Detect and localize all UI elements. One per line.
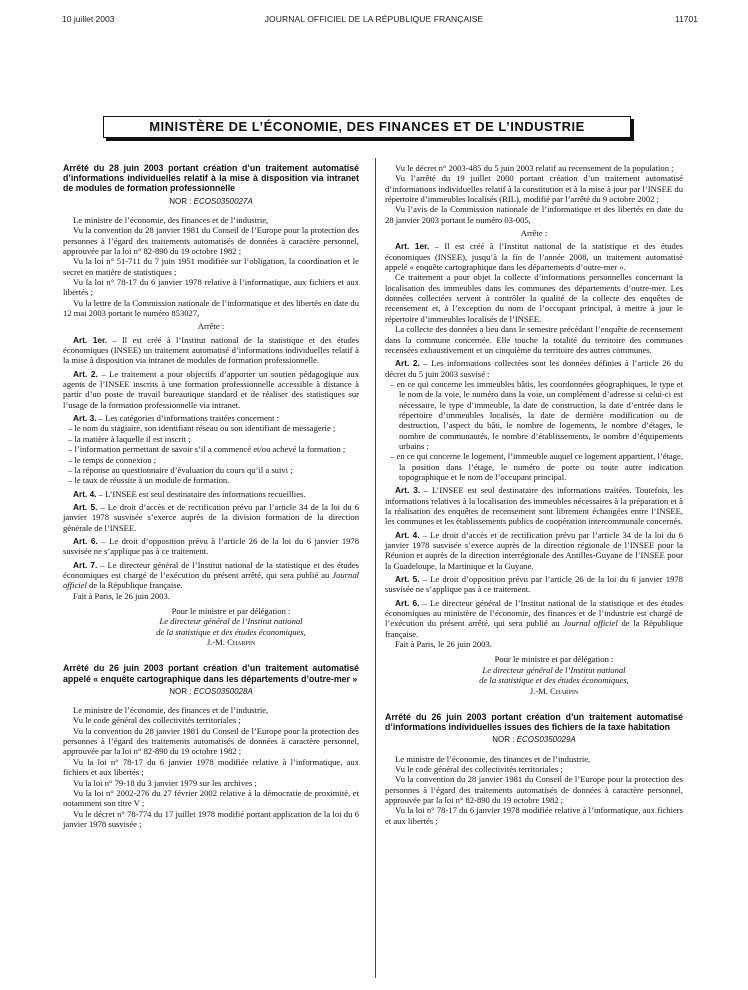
signature-place-date: Fait à Paris, le 26 juin 2003.: [395, 639, 492, 650]
nor-reference: NOR : ECOS0350027A: [169, 196, 253, 206]
journal-title: JOURNAL OFFICIEL DE LA RÉPUBLIQUE FRANÇAISE: [264, 14, 484, 24]
article-2: Art. 2. – Le traitement a pour objectifs d’apporter un soutien pédagogique aux agents de l’INSEE inscrits à une formation professionnelle accessible à distance à partir d’un poste de travail bureautique standard et de réaliser des statistiques sur l’usage de la formation professionnelle via intranet.: [63, 368, 360, 410]
visa: Vu la loi n° 78-17 du 6 janvier 1978 modifiée relative à l’informatique, aux fichiers et aux libertés ;: [63, 756, 359, 778]
nor-reference: NOR : ECOS0350029A: [492, 735, 576, 745]
decree-title: Arrêté du 26 juin 2003 portant création d’un traitement automatisé d’informations individuelles issues des fichiers de la taxe habitation: [385, 711, 683, 733]
article-5: Art. 5. – Le droit d’accès et de rectification prévu par l’article 34 de la loi du 6 janvier 1978 susvisée s’exerce auprès de la division formation de la direction générale de l’INSEE.: [63, 501, 359, 533]
visa: Vu la loi n° 51-711 du 7 juin 1951 modifiée sur l’obligation, la coordination et le secret en matière de statistiques ;: [63, 256, 359, 277]
signatory-name: J.-M. Charpin: [529, 685, 579, 696]
visa: Vu l’arrêté du 19 juillet 2000 portant création d’un traitement automatisé d’informations individuelles relatif à la constitution et à la mise à jour par l’INSEE du répertoire d’immeubles localisés (RIL), modifié par l’arrêté du 9 octobre 2002 ;: [385, 173, 683, 205]
ministry-banner: MINISTÈRE DE L’ÉCONOMIE, DES FINANCES ET DE L’INDUSTRIE: [103, 116, 631, 138]
visa: Vu le décret n° 78-774 du 17 juillet 1978 modifié portant application de la loi du 6 janvier 1978 susvisée ;: [63, 808, 359, 829]
list-item: – la matière à laquelle il est inscrit ;: [77, 434, 359, 444]
article-7: Art. 7. – Le directeur général de l’Institut national de la statistique et des études économiques est chargé de l’exécution du présent arrêté, qui sera publié au Journal officiel de la République française.: [63, 559, 360, 591]
list-item: – le temps de connexion ;: [77, 455, 359, 465]
list-item: – la réponse au questionnaire d’évaluation du cours qu’il a suivi ;: [77, 465, 359, 475]
visa: Vu la loi n° 79-18 du 3 janvier 1979 sur les archives ;: [73, 777, 257, 788]
article-1: Art. 1er. – Il est créé à l’Institut national de la statistique et des études économiques (INSEE), jusqu’à la fin de l’année 2008, un traitement automatisé appelé « enquête cartographique dans les départements d’outre-mer ».: [385, 241, 683, 273]
list-item: – en ce qui concerne les immeubles bâtis, les coordonnées géographiques, le type et le nom de la voie, le numéro dans la voie, un complément d’adresse si celui-ci est nécessaire, le type d’immeuble, la date de construction, la date d’entrée dans le répertoire d’immeubles localisés, la date de dernière modification ou de destruction, l’aspect du bâti, le nombre de logements, le nombre d’étages, le nombre de communautés, le nombre d’établissements, le nombre d’équipements urbains ;: [399, 379, 683, 451]
list-item: – le nom du stagiaire, son identifiant réseau ou son identifiant de messagerie ;: [77, 423, 359, 433]
decree-formation: [63, 163, 359, 647]
arrete-heading: Arrête :: [197, 321, 225, 332]
article-3: Art. 3. – L’INSEE est seul destinataire des informations traitées. Toutefois, les informations relatives à la localisation des immeubles nécessaires à la préparation et à la réalisation des enquêtes de recensement sont librement échangées entre l’INSEE, les communes et les établissements publics de coopération intercommunale concernés.: [385, 485, 684, 527]
left-column: [63, 163, 359, 829]
collected-data-list: [385, 379, 683, 482]
article-5: Art. 5. – Le droit d’opposition prévu par l’article 26 de la loi du 6 janvier 1978 susvisée ne s’applique pas à ce traitement.: [385, 574, 683, 595]
article-4: Art. 4. – L’INSEE est seul destinataire des informations recueillies.: [73, 488, 306, 499]
signature-place-date: Fait à Paris, le 26 juin 2003.: [73, 590, 170, 601]
visa: Vu la loi n° 2002-276 du 27 février 2002 relative à la démocratie de proximité, et notamment son titre V ;: [63, 787, 359, 809]
visa: Vu la convention du 28 janvier 1981 du Conseil de l’Europe pour la protection des personnes à l’égard des traitements automatisés de données à caractère personnel, approuvée par la loi n° 82-890 du 19 octobre 1982 ;: [63, 225, 359, 256]
list-item: – en ce qui concerne le logement, l’immeuble auquel ce logement appartient, l’étage, la position dans l’étage, le numéro de porte ou toute autre indication topographique et le nom de l’occupant principal.: [399, 451, 683, 482]
signatory-name: J.-M. Charpin: [206, 637, 256, 648]
visa: Vu le décret n° 2003-485 du 5 juin 2003 relatif au recensement de la population ;: [395, 163, 674, 173]
decree-title: Arrêté du 26 juin 2003 portant création d’un traitement automatisé appelé « enquête cartographique dans les départements d’outre-mer »: [63, 663, 359, 684]
right-column: [385, 163, 683, 826]
list-item: – l’information permettant de savoir s’il a commencé et/ou achevé la formation ;: [77, 444, 359, 454]
paragraph: La collecte des données a lieu dans le semestre précédant l’enquête de recensement dans la commune concernée. Elle touche la totalité du territoire des communes recensées exhaustivement et un cinquième du territoire des autres communes.: [385, 324, 683, 355]
visa: Vu la convention du 28 janvier 1981 du Conseil de l’Europe pour la protection des personnes à l’égard des traitements automatisés de données à caractère personnel, approuvée par la loi n° 82-890 du 19 octobre 1982 ;: [385, 774, 683, 805]
issue-date: 10 juillet 2003: [62, 14, 115, 24]
article-1: Art. 1er. – Il est créé à l’Institut national de la statistique et des études économiques (INSEE) un traitement automatisé d’informations individuelles relatif à la mise à disposition via intranet de modules de formation professionnelle.: [63, 334, 359, 366]
article-4: Art. 4. – Le droit d’accès et de rectification prévu par l’article 34 de la loi du 6 janvier 1978 susvisée s’exerce auprès de la direction régionale de l’INSEE pour la Réunion et auprès de la direction interrégionale des Antilles-Guyane de l’INSEE pour la Guadeloupe, la Martinique et la Guyane.: [385, 529, 684, 571]
arrete-heading: Arrête :: [520, 228, 548, 239]
visa: Vu la convention du 28 janvier 1981 du Conseil de l’Europe pour la protection des personnes à l’égard des traitements automatisés de données à caractère personnel, approuvée par la loi n° 82-890 du 19 octobre 1982 ;: [63, 725, 359, 757]
information-categories-list: [63, 423, 359, 485]
list-item: – le taux de réussite à un module de formation.: [77, 475, 359, 485]
signature-block: Pour le ministre et par délégation : Le directeur général de l’Institut national de la statistique et des études économiques, J.-M. Charpin: [385, 654, 683, 695]
visa: Vu le code général des collectivités territoriales ;: [395, 763, 563, 774]
decree-intro: Le ministre de l’économie, des finances et de l’industrie,: [395, 753, 591, 764]
article-2: Art. 2. – Les informations collectées sont les données définies à l’article 26 du décret du 5 juin 2003 susvisé :: [385, 358, 684, 379]
signature-block: Pour le ministre et par délégation : Le directeur général de l’Institut national de la statistique et des études économiques, J.-M. Charpin: [63, 606, 359, 647]
decree-title: Arrêté du 28 juin 2003 portant création d’un traitement automatisé d’informations individuelles relatif à la mise à disposition via intranet de modules de formation professionnelle: [63, 163, 359, 194]
paragraph: Ce traitement a pour objet la collecte d’informations personnelles concernant la localisation des immeubles dans les communes des départements d’outre-mer. Les données collectées servent à contrôler la qualité de la collecte des enquêtes de recensement et, à l’exception du nom de l’occupant principal, à mettre à jour le répertoire d’immeubles localisés de l’INSEE.: [385, 272, 683, 324]
page-header: [0, 14, 748, 28]
decree-intro: Le ministre de l’économie, des finances et de l’industrie,: [73, 214, 269, 225]
decree-taxe-habitation: [385, 712, 683, 826]
nor-reference: NOR : ECOS0350028A: [169, 686, 253, 696]
visa: Vu l’avis de la Commission nationale de l’informatique et des libertés en date du 28 janvier 2003 portant le numéro 03-005,: [385, 204, 683, 225]
decree-cartographie: [63, 663, 359, 829]
article-3: Art. 3. – Les catégories d’informations traitées concernent :: [73, 413, 280, 424]
article-6: Art. 6. – Le droit d’opposition prévu à l’article 26 de la loi du 6 janvier 1978 susvisée ne s’applique pas à ce traitement.: [63, 535, 360, 557]
column-divider: [375, 158, 376, 978]
decree-intro: Le ministre de l’économie, des finances et de l’industrie,: [73, 705, 269, 716]
visa: Vu la loi n° 78-17 du 6 janvier 1978 relative à l’informatique, aux fichiers et aux libertés ;: [63, 277, 359, 298]
visa: Vu le code général des collectivités territoriales ;: [73, 715, 241, 726]
visa: Vu la loi n° 78-17 du 6 janvier 1978 modifiée relative à l’informatique, aux fichiers et aux libertés ;: [385, 805, 683, 826]
visa: Vu la lettre de la Commission nationale de l’informatique et des libertés en date du 12 mai 2003 portant le numéro 853027,: [63, 297, 359, 319]
article-6: Art. 6. – Le directeur général de l’Institut national de la statistique et des études économiques au ministère de l’économie, des finances et de l’industrie est chargé de l’exécution du présent arrêté, qui sera publié au Journal officiel de la République française.: [385, 597, 684, 639]
page-number: 11701: [674, 14, 698, 24]
